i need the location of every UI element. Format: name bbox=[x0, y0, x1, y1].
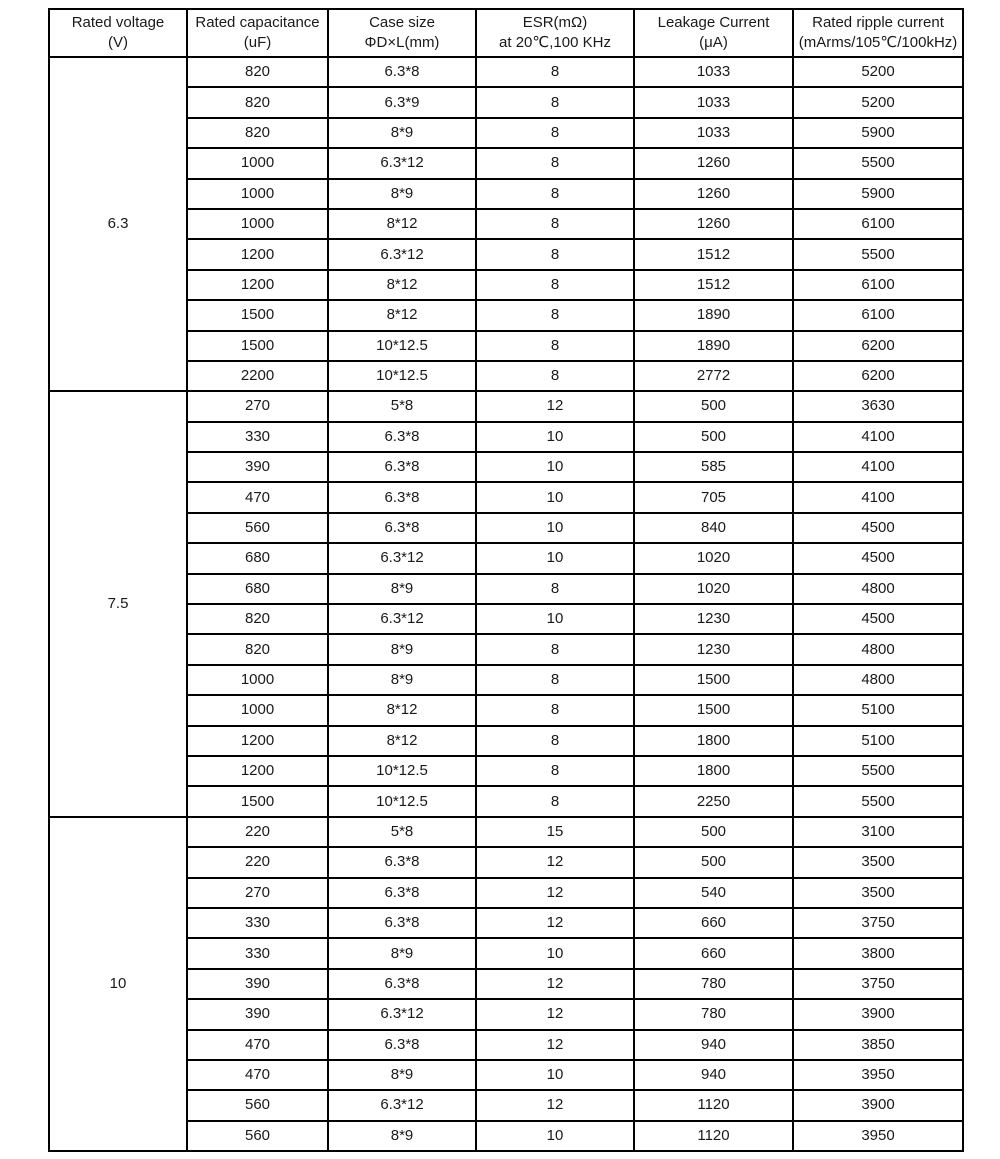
table-cell: 540 bbox=[634, 878, 793, 908]
column-header-line1: Rated ripple current bbox=[812, 14, 944, 31]
table-cell: 6.3*12 bbox=[328, 1090, 476, 1120]
table-cell: 500 bbox=[634, 817, 793, 847]
table-cell: 4800 bbox=[793, 665, 963, 695]
table-cell: 1260 bbox=[634, 148, 793, 178]
table-row bbox=[49, 1060, 963, 1090]
table-cell: 1230 bbox=[634, 604, 793, 634]
table-cell: 8 bbox=[476, 634, 634, 664]
table-cell: 3500 bbox=[793, 847, 963, 877]
table-cell: 390 bbox=[187, 452, 328, 482]
table-row bbox=[49, 695, 963, 725]
table-cell: 6100 bbox=[793, 209, 963, 239]
table-cell: 6.3*12 bbox=[328, 604, 476, 634]
table-cell: 940 bbox=[634, 1030, 793, 1060]
table-cell: 500 bbox=[634, 391, 793, 421]
table-cell: 1260 bbox=[634, 209, 793, 239]
table-row bbox=[49, 756, 963, 786]
table-cell: 8*12 bbox=[328, 300, 476, 330]
table-cell: 220 bbox=[187, 817, 328, 847]
table-row bbox=[49, 847, 963, 877]
table-row bbox=[49, 1030, 963, 1060]
table-cell: 2200 bbox=[187, 361, 328, 391]
table-cell: 8 bbox=[476, 331, 634, 361]
column-header-line1: Leakage Current bbox=[657, 14, 770, 31]
table-row bbox=[49, 574, 963, 604]
table-cell: 1033 bbox=[634, 57, 793, 87]
table-cell: 6.3*8 bbox=[328, 847, 476, 877]
table-cell: 6.3*8 bbox=[328, 452, 476, 482]
column-header-2 bbox=[328, 9, 476, 57]
table-cell: 6.3*8 bbox=[328, 422, 476, 452]
column-header-1 bbox=[187, 9, 328, 57]
table-cell: 12 bbox=[476, 391, 634, 421]
table-cell: 3750 bbox=[793, 908, 963, 938]
table-cell: 4100 bbox=[793, 422, 963, 452]
table-cell: 6.3*8 bbox=[328, 57, 476, 87]
table-cell: 4500 bbox=[793, 604, 963, 634]
column-header-line1: Rated capacitance bbox=[195, 14, 320, 31]
table-cell: 8 bbox=[476, 87, 634, 117]
table-cell: 1260 bbox=[634, 179, 793, 209]
table-cell: 270 bbox=[187, 878, 328, 908]
table-cell: 10*12.5 bbox=[328, 756, 476, 786]
table-row bbox=[49, 817, 963, 847]
table-cell: 1020 bbox=[634, 574, 793, 604]
table-cell: 6200 bbox=[793, 331, 963, 361]
table-cell: 8*12 bbox=[328, 270, 476, 300]
table-cell: 4100 bbox=[793, 482, 963, 512]
table-cell: 5500 bbox=[793, 786, 963, 816]
table-cell: 6.3*9 bbox=[328, 87, 476, 117]
table-cell: 12 bbox=[476, 969, 634, 999]
table-cell: 3750 bbox=[793, 969, 963, 999]
table-cell: 8*9 bbox=[328, 938, 476, 968]
table-cell: 270 bbox=[187, 391, 328, 421]
table-cell: 3950 bbox=[793, 1121, 963, 1151]
table-cell: 1000 bbox=[187, 695, 328, 725]
table-cell: 6.3*8 bbox=[328, 878, 476, 908]
table-cell: 1800 bbox=[634, 756, 793, 786]
table-cell: 8 bbox=[476, 209, 634, 239]
table-cell: 8*9 bbox=[328, 179, 476, 209]
table-cell: 470 bbox=[187, 1060, 328, 1090]
table-cell: 10*12.5 bbox=[328, 361, 476, 391]
table-cell: 6100 bbox=[793, 270, 963, 300]
table-row bbox=[49, 118, 963, 148]
table-cell: 820 bbox=[187, 57, 328, 87]
table-cell: 5900 bbox=[793, 179, 963, 209]
table-cell: 8 bbox=[476, 270, 634, 300]
table-cell: 3500 bbox=[793, 878, 963, 908]
table-row bbox=[49, 179, 963, 209]
table-cell: 6.3*8 bbox=[328, 482, 476, 512]
table-cell: 8*12 bbox=[328, 726, 476, 756]
table-cell: 940 bbox=[634, 1060, 793, 1090]
table-cell: 8 bbox=[476, 179, 634, 209]
table-cell: 10 bbox=[476, 604, 634, 634]
table-row bbox=[49, 878, 963, 908]
table-row bbox=[49, 908, 963, 938]
table-row bbox=[49, 543, 963, 573]
table-cell: 8*9 bbox=[328, 574, 476, 604]
table-cell: 8 bbox=[476, 361, 634, 391]
table-cell: 3900 bbox=[793, 999, 963, 1029]
table-cell: 10 bbox=[476, 1060, 634, 1090]
table-cell: 390 bbox=[187, 999, 328, 1029]
table-row bbox=[49, 209, 963, 239]
column-header-line2: (mArms/105℃/100kHz) bbox=[798, 34, 958, 51]
table-row bbox=[49, 726, 963, 756]
table-cell: 840 bbox=[634, 513, 793, 543]
table-cell: 1000 bbox=[187, 179, 328, 209]
table-row bbox=[49, 361, 963, 391]
table-cell: 10*12.5 bbox=[328, 786, 476, 816]
table-cell: 560 bbox=[187, 513, 328, 543]
table-cell: 1500 bbox=[187, 300, 328, 330]
column-header-0 bbox=[49, 9, 187, 57]
table-cell: 8*9 bbox=[328, 1121, 476, 1151]
table-cell: 705 bbox=[634, 482, 793, 512]
table-cell: 4800 bbox=[793, 634, 963, 664]
table-cell: 8*12 bbox=[328, 209, 476, 239]
table-cell: 5200 bbox=[793, 87, 963, 117]
table-row bbox=[49, 57, 963, 87]
table-cell: 390 bbox=[187, 969, 328, 999]
table-cell: 820 bbox=[187, 118, 328, 148]
table-row bbox=[49, 1121, 963, 1151]
table-row bbox=[49, 87, 963, 117]
table-cell: 12 bbox=[476, 1030, 634, 1060]
column-header-5 bbox=[793, 9, 963, 57]
table-cell: 1120 bbox=[634, 1121, 793, 1151]
table-cell: 660 bbox=[634, 938, 793, 968]
table-cell: 8 bbox=[476, 300, 634, 330]
table-cell: 470 bbox=[187, 1030, 328, 1060]
table-cell: 780 bbox=[634, 969, 793, 999]
table-row bbox=[49, 665, 963, 695]
table-cell: 6.3*8 bbox=[328, 1030, 476, 1060]
table-row bbox=[49, 482, 963, 512]
table-cell: 1500 bbox=[634, 695, 793, 725]
table-cell: 8*9 bbox=[328, 665, 476, 695]
voltage-group-cell: 10 bbox=[49, 817, 187, 1151]
table-cell: 3630 bbox=[793, 391, 963, 421]
table-cell: 220 bbox=[187, 847, 328, 877]
table-cell: 1200 bbox=[187, 270, 328, 300]
table-row bbox=[49, 239, 963, 269]
table-cell: 1500 bbox=[634, 665, 793, 695]
table-cell: 1020 bbox=[634, 543, 793, 573]
table-cell: 560 bbox=[187, 1121, 328, 1151]
table-cell: 2772 bbox=[634, 361, 793, 391]
table-cell: 8*9 bbox=[328, 118, 476, 148]
column-header-line1: Rated voltage bbox=[71, 14, 165, 31]
table-cell: 4100 bbox=[793, 452, 963, 482]
table-cell: 8 bbox=[476, 118, 634, 148]
table-cell: 6.3*8 bbox=[328, 969, 476, 999]
table-cell: 680 bbox=[187, 543, 328, 573]
table-cell: 585 bbox=[634, 452, 793, 482]
table-cell: 4500 bbox=[793, 513, 963, 543]
table-cell: 1033 bbox=[634, 87, 793, 117]
table-row bbox=[49, 270, 963, 300]
table-cell: 8 bbox=[476, 695, 634, 725]
table-cell: 8 bbox=[476, 574, 634, 604]
table-cell: 6.3*12 bbox=[328, 148, 476, 178]
table-cell: 680 bbox=[187, 574, 328, 604]
table-cell: 8 bbox=[476, 786, 634, 816]
table-cell: 12 bbox=[476, 878, 634, 908]
table-cell: 1512 bbox=[634, 270, 793, 300]
table-cell: 470 bbox=[187, 482, 328, 512]
table-cell: 10*12.5 bbox=[328, 331, 476, 361]
table-cell: 1120 bbox=[634, 1090, 793, 1120]
table-cell: 15 bbox=[476, 817, 634, 847]
table-cell: 10 bbox=[476, 543, 634, 573]
table-cell: 10 bbox=[476, 513, 634, 543]
column-header-4 bbox=[634, 9, 793, 57]
column-header-line2: (μA) bbox=[699, 34, 728, 51]
table-cell: 12 bbox=[476, 999, 634, 1029]
column-header-line1: Case size bbox=[369, 14, 435, 31]
column-header-3 bbox=[476, 9, 634, 57]
table-body bbox=[49, 57, 963, 1151]
table-cell: 4500 bbox=[793, 543, 963, 573]
table-cell: 8 bbox=[476, 57, 634, 87]
table-cell: 5500 bbox=[793, 756, 963, 786]
table-cell: 1890 bbox=[634, 331, 793, 361]
table-row bbox=[49, 634, 963, 664]
table-cell: 3950 bbox=[793, 1060, 963, 1090]
table-cell: 8*9 bbox=[328, 1060, 476, 1090]
table-row bbox=[49, 422, 963, 452]
table-cell: 10 bbox=[476, 482, 634, 512]
table-cell: 330 bbox=[187, 908, 328, 938]
table-row bbox=[49, 513, 963, 543]
table-cell: 10 bbox=[476, 1121, 634, 1151]
table-row bbox=[49, 938, 963, 968]
table-cell: 5*8 bbox=[328, 391, 476, 421]
table-cell: 8 bbox=[476, 726, 634, 756]
table-cell: 8 bbox=[476, 665, 634, 695]
table-cell: 2250 bbox=[634, 786, 793, 816]
table-cell: 1000 bbox=[187, 209, 328, 239]
table-cell: 5500 bbox=[793, 239, 963, 269]
table-cell: 10 bbox=[476, 452, 634, 482]
table-cell: 1200 bbox=[187, 756, 328, 786]
column-header-line2: (uF) bbox=[243, 34, 272, 51]
table-cell: 5200 bbox=[793, 57, 963, 87]
table-cell: 6100 bbox=[793, 300, 963, 330]
voltage-group-cell: 6.3 bbox=[49, 57, 187, 391]
table-cell: 1500 bbox=[187, 331, 328, 361]
table-cell: 6.3*12 bbox=[328, 543, 476, 573]
table-cell: 560 bbox=[187, 1090, 328, 1120]
table-cell: 1890 bbox=[634, 300, 793, 330]
table-cell: 5500 bbox=[793, 148, 963, 178]
column-header-line2: ΦD×L(mm) bbox=[364, 34, 440, 51]
table-cell: 12 bbox=[476, 1090, 634, 1120]
table-cell: 660 bbox=[634, 908, 793, 938]
table-cell: 6.3*8 bbox=[328, 513, 476, 543]
table-cell: 3900 bbox=[793, 1090, 963, 1120]
table-cell: 500 bbox=[634, 422, 793, 452]
table-cell: 5*8 bbox=[328, 817, 476, 847]
column-header-line1: ESR(mΩ) bbox=[522, 14, 588, 31]
table-cell: 330 bbox=[187, 938, 328, 968]
table-cell: 780 bbox=[634, 999, 793, 1029]
table-row bbox=[49, 786, 963, 816]
column-header-line2: at 20℃,100 KHz bbox=[499, 34, 611, 51]
table-row bbox=[49, 999, 963, 1029]
table-cell: 8 bbox=[476, 148, 634, 178]
table-cell: 1230 bbox=[634, 634, 793, 664]
table-cell: 1200 bbox=[187, 239, 328, 269]
table-cell: 1200 bbox=[187, 726, 328, 756]
table-cell: 820 bbox=[187, 604, 328, 634]
table-cell: 1000 bbox=[187, 665, 328, 695]
table-cell: 10 bbox=[476, 938, 634, 968]
table-row bbox=[49, 452, 963, 482]
table-cell: 3850 bbox=[793, 1030, 963, 1060]
table-cell: 10 bbox=[476, 422, 634, 452]
table-cell: 1512 bbox=[634, 239, 793, 269]
table-cell: 8*9 bbox=[328, 634, 476, 664]
table-cell: 12 bbox=[476, 847, 634, 877]
table-cell: 500 bbox=[634, 847, 793, 877]
table-cell: 6.3*8 bbox=[328, 908, 476, 938]
table-cell: 820 bbox=[187, 634, 328, 664]
table-cell: 4800 bbox=[793, 574, 963, 604]
table-cell: 6200 bbox=[793, 361, 963, 391]
table-cell: 5100 bbox=[793, 726, 963, 756]
table-cell: 6.3*12 bbox=[328, 239, 476, 269]
table-row bbox=[49, 604, 963, 634]
table-cell: 5900 bbox=[793, 118, 963, 148]
table-cell: 330 bbox=[187, 422, 328, 452]
capacitor-spec-table bbox=[48, 8, 964, 1152]
table-cell: 1800 bbox=[634, 726, 793, 756]
table-cell: 6.3*12 bbox=[328, 999, 476, 1029]
table-cell: 8*12 bbox=[328, 695, 476, 725]
table-row bbox=[49, 969, 963, 999]
table-cell: 8 bbox=[476, 756, 634, 786]
column-header-line2: (V) bbox=[108, 34, 128, 51]
table-cell: 8 bbox=[476, 239, 634, 269]
table-cell: 5100 bbox=[793, 695, 963, 725]
table-row bbox=[49, 391, 963, 421]
table-cell: 3800 bbox=[793, 938, 963, 968]
table-row bbox=[49, 331, 963, 361]
table-row bbox=[49, 148, 963, 178]
table-cell: 1033 bbox=[634, 118, 793, 148]
table-cell: 12 bbox=[476, 908, 634, 938]
table-cell: 3100 bbox=[793, 817, 963, 847]
header-row bbox=[49, 9, 963, 57]
table-row bbox=[49, 1090, 963, 1120]
voltage-group-cell: 7.5 bbox=[49, 391, 187, 816]
table-cell: 1000 bbox=[187, 148, 328, 178]
table-cell: 820 bbox=[187, 87, 328, 117]
table-cell: 1500 bbox=[187, 786, 328, 816]
table-row bbox=[49, 300, 963, 330]
